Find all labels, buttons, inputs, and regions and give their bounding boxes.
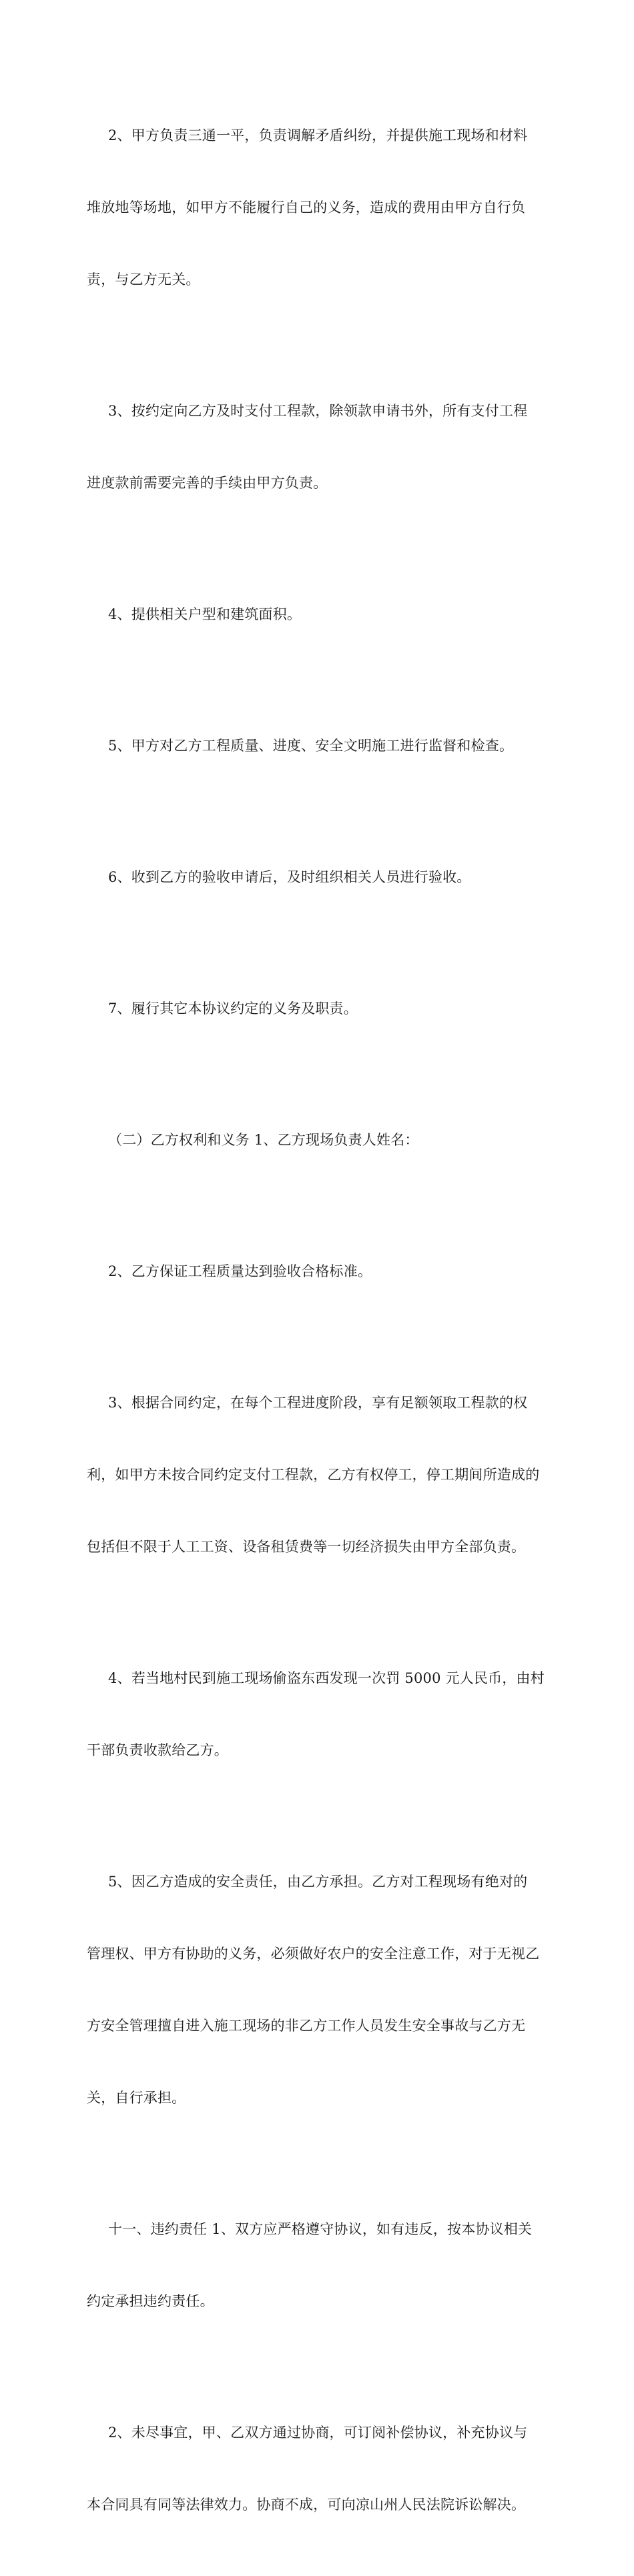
text-line: 4、若当地村民到施工现场偷盗东西发现一次罚 5000 元人民币，由村 bbox=[108, 1670, 545, 1686]
paragraph-obligation-4 bbox=[87, 554, 557, 674]
text-line: 管理权、甲方有协助的义务，必须做好农户的安全注意工作，对于无视乙 bbox=[87, 1946, 540, 1962]
text-line: 2、甲方负责三通一平，负责调解矛盾纠纷，并提供施工现场和材料 bbox=[108, 127, 528, 143]
paragraph-party-b-3 bbox=[87, 1343, 557, 1607]
text-line: 3、根据合同约定，在每个工程进度阶段，享有足额领取工程款的权 bbox=[108, 1395, 528, 1411]
text-line: 约定承担违约责任。 bbox=[87, 2293, 214, 2309]
paragraph-party-b-2 bbox=[87, 1211, 557, 1331]
text-line: 方安全管理擅自进入施工现场的非乙方工作人员发生安全事故与乙方无 bbox=[87, 2018, 526, 2034]
text-line: 干部负责收款给乙方。 bbox=[87, 1742, 228, 1758]
document-body bbox=[87, 75, 557, 2576]
text-line: 利，如甲方未按合同约定支付工程款，乙方有权停工，停工期间所造成的 bbox=[87, 1467, 540, 1483]
text-line: 关，自行承担。 bbox=[87, 2090, 186, 2106]
paragraph-unresolved-matters bbox=[87, 2373, 557, 2565]
text-line: 2、未尽事宜，甲、乙双方通过协商，可订阅补偿协议，补充协议与 bbox=[108, 2425, 528, 2441]
text-line: 3、按约定向乙方及时支付工程款，除领款申请书外，所有支付工程 bbox=[108, 403, 528, 419]
text-line: 2、乙方保证工程质量达到验收合格标准。 bbox=[108, 1263, 372, 1279]
text-line: 包括但不限于人工工资、设备租赁费等一切经济损失由甲方全部负责。 bbox=[87, 1539, 526, 1555]
paragraph-obligation-7 bbox=[87, 948, 557, 1069]
paragraph-breach-liability bbox=[87, 2169, 557, 2361]
text-line: 5、甲方对乙方工程质量、进度、安全文明施工进行监督和检查。 bbox=[108, 738, 514, 754]
text-line: 6、收到乙方的验收申请后，及时组织相关人员进行验收。 bbox=[108, 869, 471, 885]
paragraph-party-b-4 bbox=[87, 1618, 557, 1810]
paragraph-party-b-heading bbox=[87, 1080, 557, 1200]
text-line: 进度款前需要完善的手续由甲方负责。 bbox=[87, 475, 328, 491]
text-line: 堆放地等场地，如甲方不能履行自己的义务，造成的费用由甲方自行负 bbox=[87, 199, 526, 215]
paragraph-obligation-2 bbox=[87, 75, 557, 340]
paragraph-party-b-5 bbox=[87, 1822, 557, 2158]
paragraph-obligation-5 bbox=[87, 686, 557, 806]
text-line: 5、因乙方造成的安全责任，由乙方承担。乙方对工程现场有绝对的 bbox=[108, 1874, 528, 1890]
text-line: 本合同具有同等法律效力。协商不成，可向凉山州人民法院诉讼解决。 bbox=[87, 2497, 526, 2513]
paragraph-obligation-3 bbox=[87, 351, 557, 543]
text-line: （二）乙方权利和义务 1、乙方现场负责人姓名： bbox=[108, 1132, 419, 1148]
text-line: 责，与乙方无关。 bbox=[87, 271, 200, 287]
text-line: 7、履行其它本协议约定的义务及职责。 bbox=[108, 1001, 358, 1017]
text-line: 十一、违约责任 1、双方应严格遵守协议，如有违反，按本协议相关 bbox=[108, 2221, 533, 2237]
paragraph-obligation-6 bbox=[87, 817, 557, 937]
text-line: 4、提供相关户型和建筑面积。 bbox=[108, 606, 302, 622]
